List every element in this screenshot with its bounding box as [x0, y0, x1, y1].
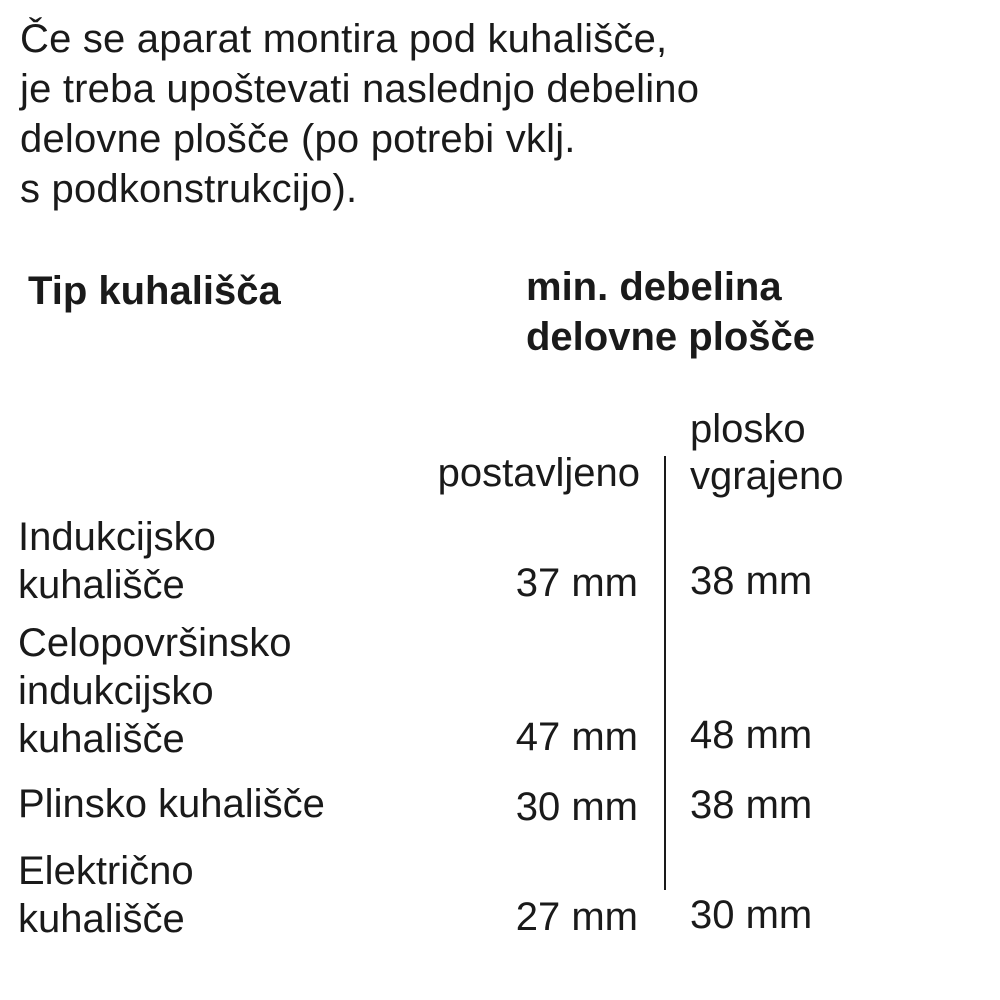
row-name-line: Plinsko kuhališče — [18, 782, 325, 826]
column-divider — [664, 456, 666, 890]
row-name-line: Celopovršinsko — [18, 621, 292, 665]
header-min-thickness — [526, 262, 815, 362]
intro-line: delovne plošče (po potrebi vklj. — [20, 117, 576, 161]
value-postavljeno: 27 mm — [515, 895, 638, 939]
value-plosko-vgrajeno: 30 mm — [690, 893, 813, 937]
row-name-elektricno — [18, 847, 194, 943]
row-name-line: kuhališče — [18, 717, 185, 761]
value-plosko-vgrajeno: 38 mm — [690, 559, 813, 603]
column-label-plosko-vgrajeno — [690, 406, 843, 500]
row-name-indukcijsko — [18, 513, 216, 609]
value-plosko-vgrajeno: 38 mm — [690, 783, 813, 827]
row-name-line: Električno — [18, 849, 194, 893]
header-min-thickness-line: min. debelina — [526, 265, 782, 309]
value-plosko-vgrajeno: 48 mm — [690, 713, 813, 757]
intro-line: Če se aparat montira pod kuhališče, — [20, 17, 668, 61]
value-postavljeno: 30 mm — [515, 785, 638, 829]
intro-line: je treba upoštevati naslednjo debelino — [20, 67, 700, 111]
header-min-thickness-line: delovne plošče — [526, 315, 815, 359]
column-label-line: vgrajeno — [690, 454, 844, 498]
intro-paragraph — [20, 14, 980, 214]
row-name-celopovrsinsko — [18, 619, 291, 763]
row-name-line: kuhališče — [18, 563, 185, 607]
value-postavljeno: 47 mm — [515, 715, 638, 759]
row-name-line: Indukcijsko — [18, 515, 216, 559]
row-name-line: indukcijsko — [18, 669, 214, 713]
header-hob-type: Tip kuhališča — [28, 269, 281, 313]
row-name-plinsko — [18, 780, 325, 828]
column-label-line: plosko — [690, 407, 806, 451]
column-label-postavljeno: postavljeno — [437, 451, 640, 495]
intro-line: s podkonstrukcijo). — [20, 167, 358, 211]
value-postavljeno: 37 mm — [515, 561, 638, 605]
row-name-line: kuhališče — [18, 897, 185, 941]
